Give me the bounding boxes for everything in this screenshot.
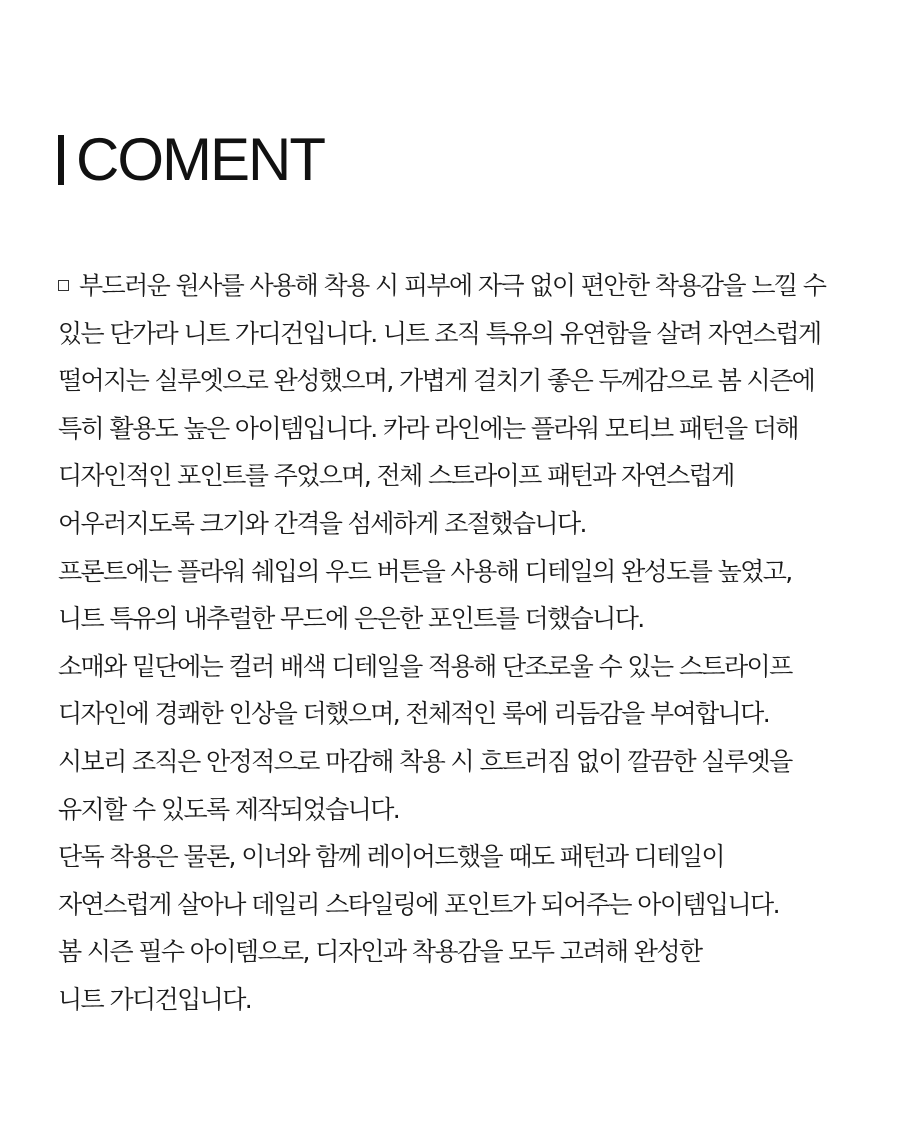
description-line: 프론트에는 플라워 쉐입의 우드 버튼을 사용해 디테일의 완성도를 높였고, xyxy=(58,556,792,586)
description-line xyxy=(58,262,858,310)
description-line: 디자인적인 포인트를 주었으며, 전체 스트라이프 패턴과 자연스럽게 xyxy=(58,461,734,491)
description-line-text: 부드러운 원사를 사용해 착용 시 피부에 자극 없이 편안한 착용감을 느낄 수 xyxy=(79,271,826,300)
product-description xyxy=(58,262,858,1024)
description-line: 떨어지는 실루엣으로 완성했으며, 가볍게 걸치기 좋은 두께감으로 봄 시즌에 xyxy=(58,366,815,396)
description-line: 단독 착용은 물론, 이너와 함께 레이어드했을 때도 패턴과 디테일이 xyxy=(58,842,724,872)
description-line: 소매와 밑단에는 컬러 배색 디테일을 적용해 단조로울 수 있는 스트라이프 xyxy=(58,651,792,681)
description-line: 봄 시즌 필수 아이템으로, 디자인과 착용감을 모두 고려해 완성한 xyxy=(58,937,702,967)
description-line: 특히 활용도 높은 아이템입니다. 카라 라인에는 플라워 모티브 패턴을 더해 xyxy=(58,413,798,443)
description-line: 디자인에 경쾌한 인상을 더했으며, 전체적인 룩에 리듬감을 부여합니다. xyxy=(58,699,770,729)
description-line: 유지할 수 있도록 제작되었습니다. xyxy=(58,794,400,824)
heading-bar-decoration xyxy=(58,135,64,185)
square-bullet-icon xyxy=(58,280,69,291)
section-heading xyxy=(58,125,324,195)
section-title: COMENT xyxy=(76,126,324,193)
description-line: 니트 특유의 내추럴한 무드에 은은한 포인트를 더했습니다. xyxy=(58,604,644,634)
description-line: 자연스럽게 살아나 데일리 스타일링에 포인트가 되어주는 아이템입니다. xyxy=(58,889,779,919)
description-line: 시보리 조직은 안정적으로 마감해 착용 시 흐트러짐 없이 깔끔한 실루엣을 xyxy=(58,746,792,776)
description-line: 니트 가디건입니다. xyxy=(58,984,252,1014)
description-line: 어우러지도록 크기와 간격을 섬세하게 조절했습니다. xyxy=(58,508,586,538)
description-line: 있는 단가라 니트 가디건입니다. 니트 조직 특유의 유연함을 살려 자연스럽게 xyxy=(58,318,821,348)
